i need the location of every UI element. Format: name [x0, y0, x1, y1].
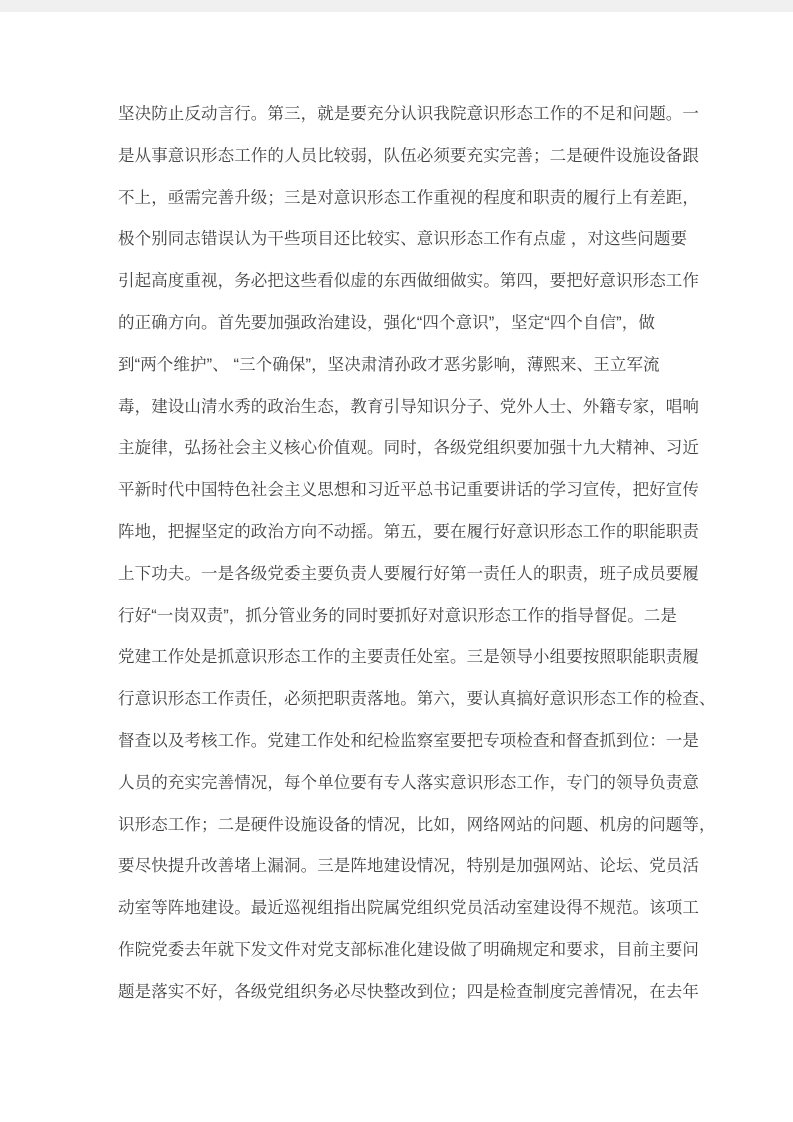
text-line: 作院党委去年就下发文件对党支部标准化建设做了明确规定和要求，目前主要问 [118, 940, 699, 959]
text-line: 阵地，把握坚定的政治方向不动摇。第五，要在履行好意识形态工作的职能职责 [118, 522, 699, 541]
text-line: 督查以及考核工作。党建工作处和纪检监察室要把专项检查和督查抓到位：一是 [118, 731, 699, 750]
text-line: 不上，亟需完善升级；三是对意识形态工作重视的程度和职责的履行上有差距， [118, 188, 699, 207]
document-page [0, 12, 793, 1122]
text-line: 毒，建设山清水秀的政治生态，教育引导知识分子、党外人士、外籍专家，唱响 [118, 397, 699, 416]
text-line: 要尽快提升改善堵上漏洞。三是阵地建设情况，特别是加强网站、论坛、党员活 [118, 857, 699, 876]
body-text [0, 12, 793, 1014]
text-line: 引起高度重视，务必把这些看似虚的东西做细做实。第四，要把好意识形态工作 [118, 272, 699, 291]
text-line: 题是落实不好，各级党组织务必尽快整改到位；四是检查制度完善情况，在去年 [118, 982, 699, 1001]
text-line: 党建工作处是抓意识形态工作的主要责任处室。三是领导小组要按照职能职责履 [118, 648, 699, 667]
text-line: 人员的充实完善情况，每个单位要有专人落实意识形态工作，专门的领导负责意 [118, 773, 699, 792]
text-line: 行意识形态工作责任，必须把职责落地。第六，要认真搞好意识形态工作的检查、 [118, 690, 716, 709]
text-line: 动室等阵地建设。最近巡视组指出院属党组织党员活动室建设得不规范。该项工 [118, 899, 699, 918]
viewer-top-edge [0, 0, 793, 12]
text-line: 上下功夫。一是各级党委主要负责人要履行好第一责任人的职责，班子成员要履 [118, 564, 699, 583]
text-line: 主旋律，弘扬社会主义核心价值观。同时，各级党组织要加强十九大精神、习近 [118, 439, 699, 458]
text-line: 识形态工作；二是硬件设施设备的情况，比如，网络网站的问题、机房的问题等， [118, 815, 716, 834]
text-line: 极个别同志错误认为干些项目还比较实、意识形态工作有点虚 ，对这些问题要 [118, 230, 688, 249]
text-line: 行好“一岗双责”，抓分管业务的同时要抓好对意识形态工作的指导督促。二是 [118, 606, 677, 625]
text-line: 到“两个维护”、 “三个确保”，坚决肃清孙政才恶劣影响，薄熙来、王立军流 [118, 355, 660, 374]
text-line: 是从事意识形态工作的人员比较弱，队伍必须要充实完善；二是硬件设施设备跟 [118, 146, 699, 165]
text-line: 坚决防止反动言行。第三，就是要充分认识我院意识形态工作的不足和问题。一 [118, 105, 699, 123]
text-line: 平新时代中国特色社会主义思想和习近平总书记重要讲话的学习宣传，把好宣传 [118, 481, 699, 500]
text-line: 的正确方向。首先要加强政治建设，强化“四个意识”，坚定“四个自信”，做 [118, 313, 655, 332]
